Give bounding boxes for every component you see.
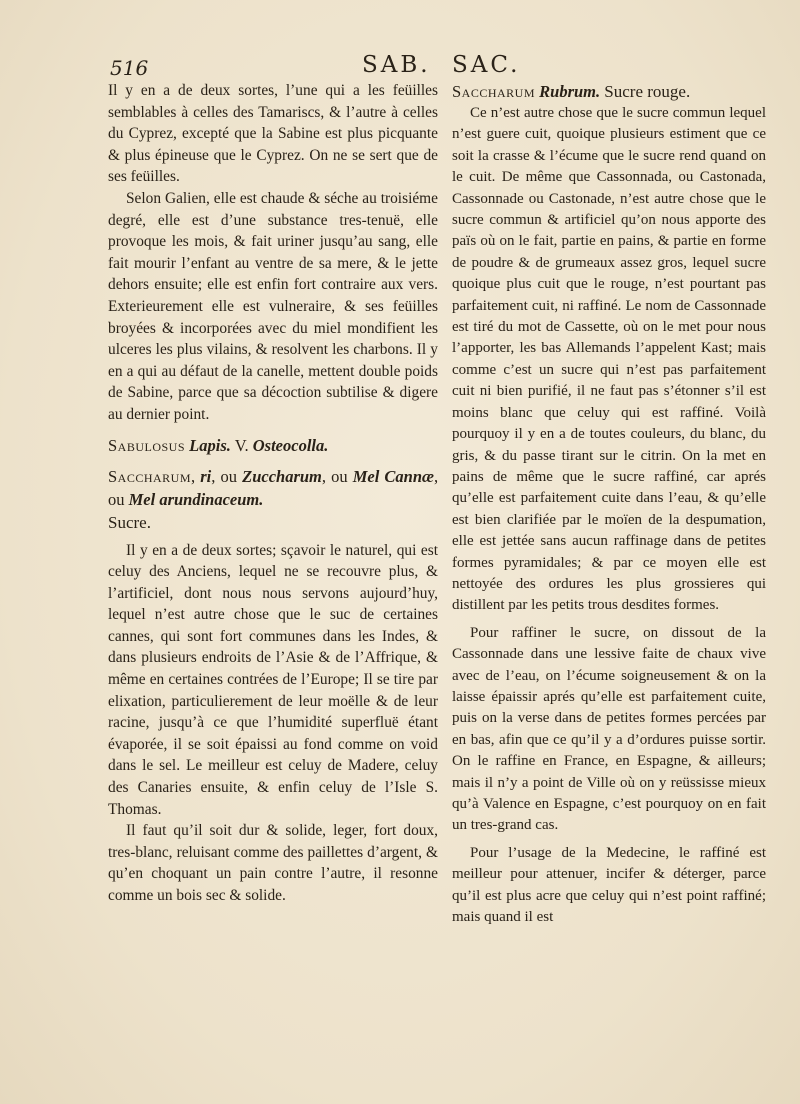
paragraph: Pour l’usage de la Medecine, le raffiné est meilleur pour attenuer, incifer & déterger, parce qu’il est plus acre que celuy qui n’est point raffiné; mais quand il est	[452, 844, 766, 926]
running-head-right: SAC.	[452, 52, 521, 78]
entry-heading-saccharum-rubrum: Saccharum Rubrum. Sucre rouge.	[452, 82, 691, 101]
entry-heading-saccharum: Saccharum, ri, ou Zuccharum, ou Mel Cannæ, ou Mel arundinaceum. Sucre.	[108, 466, 439, 532]
paragraph: Selon Galien, elle est chaude & séche au troisiéme degré, elle est d’une substance tres-tenuë, elle provoque les mois, & fait uriner jusqu’au sang, elle fait mourir l’enfant au ventre de sa mere, & le jette dehors ensuite; elle est enfin fort contraire aux vers. Exterieurement elle est vulneraire, & ses feüilles broyées & incorporées avec du miel mondifient les ulceres les plus vilains, & resolvent les charbons. Il y en a qui au défaut de la canelle, mettent double poids de Sabine, parce que sa décoction subtilise & digere au dernier point.	[108, 189, 438, 423]
paragraph: Il y en a de deux sortes; sçavoir le naturel, qui est celuy des Anciens, lequel ne se recouvre plus, & l’artificiel, dont nous nous servons aujourd’huy, lequel n’est autre chose que le suc de certaines cannes, qui sont fort communes dans les Indes, & dans plusieurs endroits de l’Asie & de l’Affrique, & même en certaines contrées de l’Europe; Il se tire par elixation, particulierement de leur moëlle & de leur racine, jusqu’à ce que l’humidité superfluë étant évaporée, il se soit épaissi au fond comme on void dans le sel. Le meilleur est celuy de Madere, celuy des Canaries ensuite, & enfin celuy de l’Isle S. Thomas.	[108, 541, 438, 818]
page-number: 516	[110, 56, 149, 80]
right-column	[452, 80, 766, 928]
running-head-left: SAB.	[362, 52, 431, 78]
paragraph: Pour raffiner le sucre, on dissout de la Cassonnade dans une lessive faite de chaux vive avec de l’eau, on l’écume soigneusement & on la laisse épaissir aprés qu’elle est parfaitement cuite, puis on la verse dans de petites formes percées par en bas, afin que ce qu’il y a d’ordures puisse sortir. On le raffine en France, en Espagne, & ailleurs; mais il n’y a point de Ville où on y reüssisse mieux qu’à Valence en Espagne, c’est pourquoy on en fait un tres-grand cas.	[452, 624, 766, 834]
entry-heading-sabulosus: Sabulosus Lapis. V. Osteocolla.	[108, 435, 329, 455]
paragraph: Il y en a de deux sortes, l’une qui a les feüilles semblables à celles des Tamariscs, & l’autre à celles du Cyprez, excepté que la Sabine est plus picquante & plus épineuse que le Cyprez. On ne se sert que de ses feüilles.	[108, 82, 438, 186]
paragraph: Ce n’est autre chose que le sucre commun lequel n’est guere cuit, quoique plusieurs estiment que ce soit la crasse & l’écume que le sucre rend quand on le cuit. De même que Cassonnada, ou Castonada, Cassonnade ou Castonade, n’est autre chose que le sucre commun & artificiel qu’on nous apporte des païs où on le fait, partie en pains, & partie en forme de poudre & de grumeaux assez gros, lequel sucre quoique plus cuit que le rouge, n’est pourtant pas parfaitement cuit, ni raffiné. Le nom de Cassonnade est tiré du mot de Cassette, où on le met pour nous l’apporter, les bas Allemands l’appelent Kast; mais comme c’est un sucre qui n’est pas parfaitement cuit ni bien purifié, il ne faut pas s’étonner s’il est moins blanc que celuy qui est raffiné. Voilà pourquoy il y en a de toutes couleurs, du blanc, du gris, & du passe tirant sur le citrin. On la met en pains de même que le sucre raffiné, car aprés qu’elle est parfaitement cuite dans l’eau, & qu’elle est bien clarifiée par le moïen de la despumation, elle est jettée sans aucun raffinage dans de petites formes pyramidales; & par ce moyen elle est nettoyée des ordures les plus grossieres qui distillent par les petits trous desdites formes.	[452, 105, 766, 614]
paragraph: Il faut qu’il soit dur & solide, leger, fort doux, tres-blanc, reluisant comme des paillettes d’argent, & qu’en choquant un pain contre l’autre, il resonne comme un bois sec & solide.	[108, 822, 438, 904]
left-column	[108, 80, 438, 907]
entry-french-name: Sucre.	[108, 512, 151, 532]
